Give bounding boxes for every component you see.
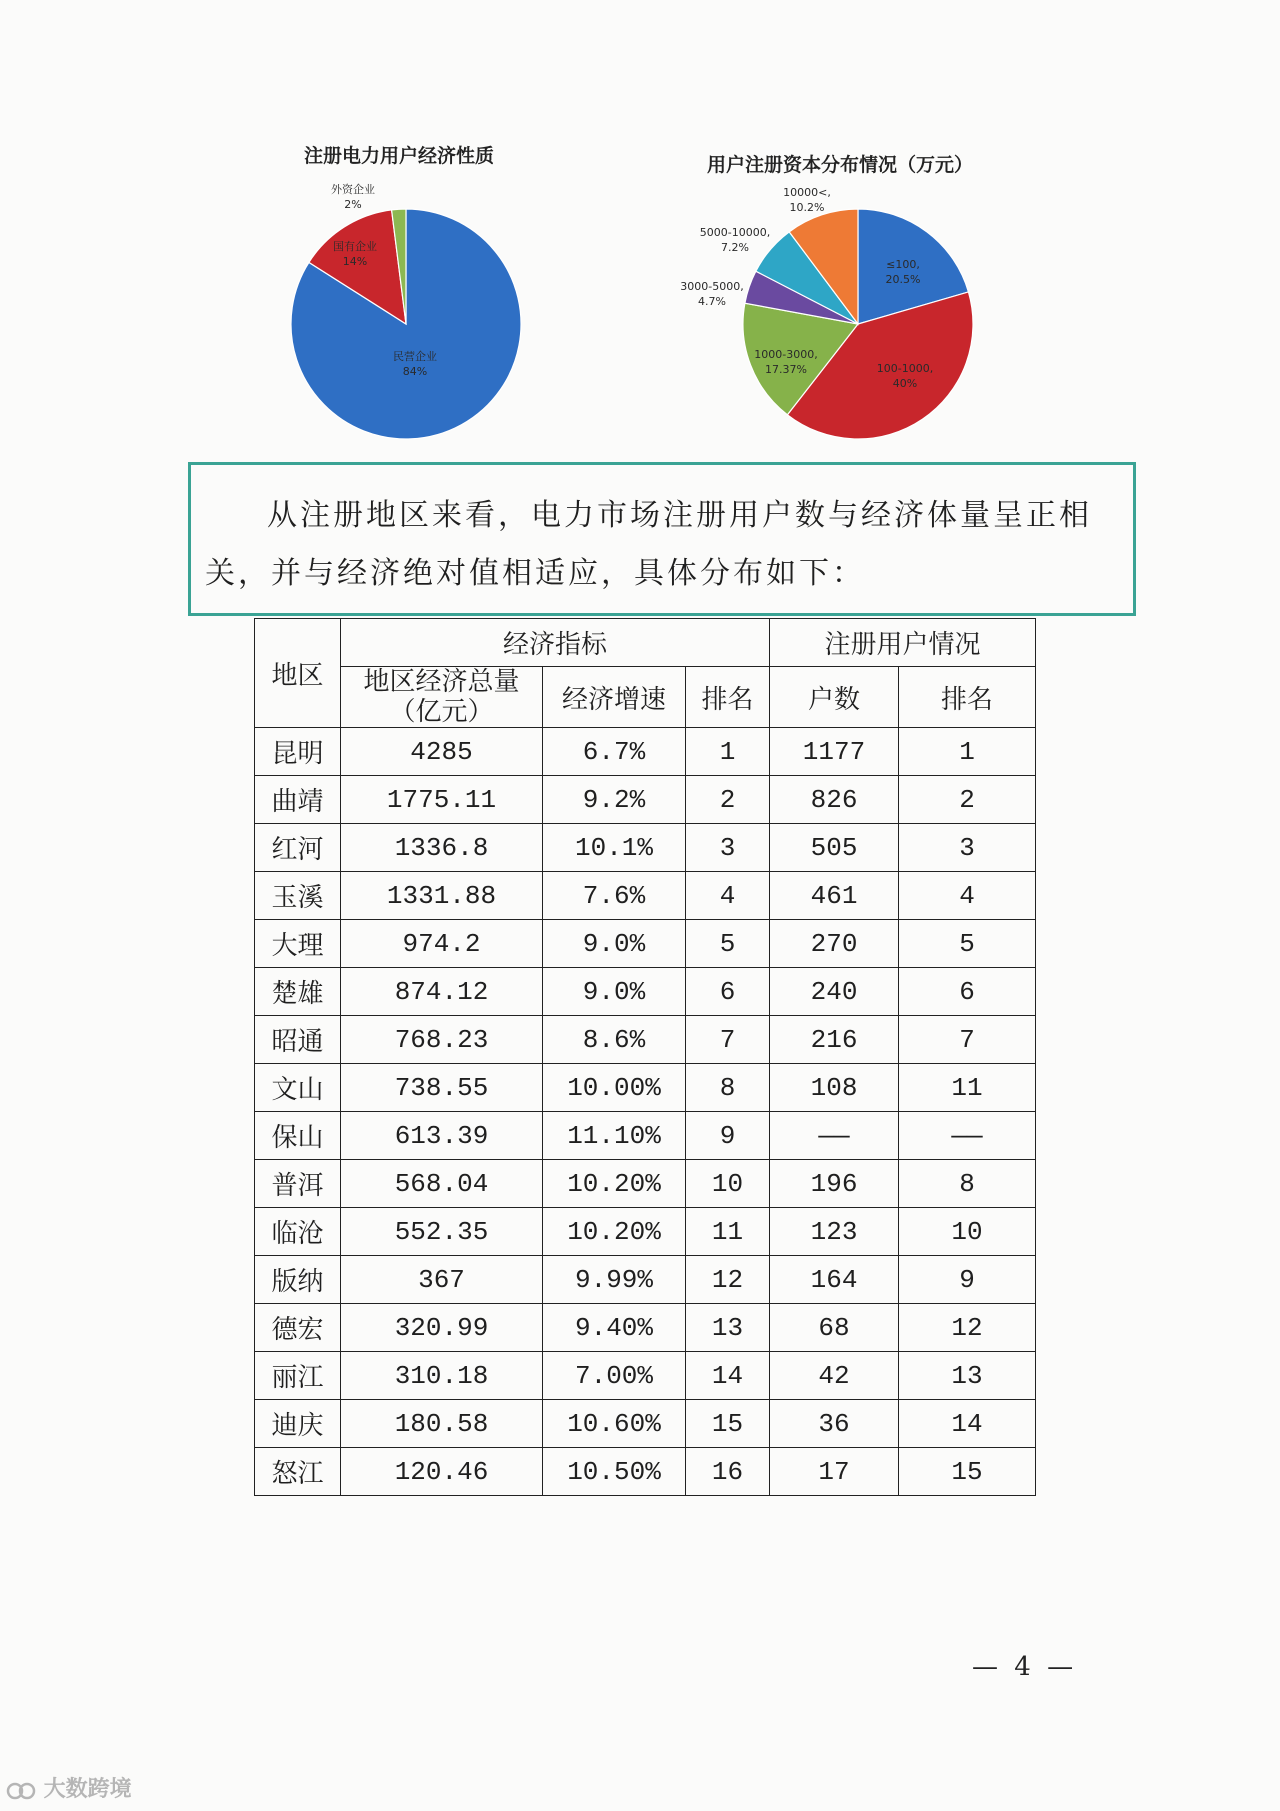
footer-watermark	[6, 1772, 132, 1803]
header-gdp-line2: （亿元）	[389, 697, 494, 727]
header-region: 地区	[255, 619, 341, 728]
cell-region: 保山	[255, 1112, 341, 1160]
cell-region: 昆明	[255, 728, 341, 776]
cell-growth: 9.0%	[543, 920, 686, 968]
cell-growth: 9.2%	[543, 776, 686, 824]
pie2-value-2: 17.37%	[765, 363, 807, 376]
cell-users: 164	[770, 1256, 899, 1304]
cell-rank: 3	[686, 824, 770, 872]
cell-growth: 9.40%	[543, 1304, 686, 1352]
watermark-text: 大数跨境	[43, 1777, 132, 1802]
pie1-label-0: 民营企业	[393, 350, 437, 363]
pie2-label-3: 3000-5000,	[680, 280, 744, 293]
pie2-value-4: 7.2%	[721, 241, 749, 254]
header-econ-rank: 排名	[686, 667, 770, 728]
cell-rank: 14	[686, 1352, 770, 1400]
table-row	[255, 1256, 1036, 1304]
cell-gdp: 1775.11	[341, 776, 543, 824]
cell-users-rank: 15	[899, 1448, 1036, 1496]
pie2-label-5: 10000<,	[783, 186, 831, 199]
table-row	[255, 776, 1036, 824]
cell-region: 昭通	[255, 1016, 341, 1064]
cell-growth: 10.20%	[543, 1208, 686, 1256]
cell-users: 505	[770, 824, 899, 872]
pie1-label-1: 国有企业	[333, 240, 377, 253]
cell-gdp: 613.39	[341, 1112, 543, 1160]
cell-users-rank: 12	[899, 1304, 1036, 1352]
cell-gdp: 367	[341, 1256, 543, 1304]
pie1-label-2: 外资企业	[331, 183, 375, 196]
cell-rank: 13	[686, 1304, 770, 1352]
cell-users-rank: 2	[899, 776, 1036, 824]
cell-region: 曲靖	[255, 776, 341, 824]
pie1-value-2: 2%	[344, 198, 362, 211]
header-econ-group: 经济指标	[341, 619, 770, 667]
cell-users: 42	[770, 1352, 899, 1400]
header-gdp-line1: 地区经济总量	[363, 667, 520, 697]
table-row	[255, 1400, 1036, 1448]
cell-users: 196	[770, 1160, 899, 1208]
watermark-logo-icon	[6, 1779, 36, 1801]
table-row	[255, 872, 1036, 920]
page-number: — 4 —	[972, 1652, 1078, 1682]
cell-gdp: 974.2	[341, 920, 543, 968]
cell-gdp: 874.12	[341, 968, 543, 1016]
cell-rank: 15	[686, 1400, 770, 1448]
cell-growth: 8.6%	[543, 1016, 686, 1064]
intro-text: 从注册地区来看，电力市场注册用户数与经济体量呈正相关，并与经济绝对值相适应，具体分布如下：	[205, 498, 1092, 591]
cell-rank: 5	[686, 920, 770, 968]
cell-users: 123	[770, 1208, 899, 1256]
table-row	[255, 968, 1036, 1016]
pie-charts	[0, 0, 1280, 460]
pie2-label-1: 100-1000,	[876, 362, 934, 375]
cell-growth: 7.6%	[543, 872, 686, 920]
cell-users: 36	[770, 1400, 899, 1448]
intro-box	[188, 462, 1136, 616]
cell-users: 826	[770, 776, 899, 824]
cell-users-rank: 13	[899, 1352, 1036, 1400]
cell-users-rank: 8	[899, 1160, 1036, 1208]
cell-users-rank: 7	[899, 1016, 1036, 1064]
cell-growth: 10.20%	[543, 1160, 686, 1208]
cell-gdp: 180.58	[341, 1400, 543, 1448]
header-users: 户数	[770, 667, 899, 728]
cell-rank: 11	[686, 1208, 770, 1256]
cell-region: 怒江	[255, 1448, 341, 1496]
cell-rank: 7	[686, 1016, 770, 1064]
cell-users: 68	[770, 1304, 899, 1352]
cell-region: 文山	[255, 1064, 341, 1112]
table-row	[255, 1016, 1036, 1064]
header-users-rank: 排名	[899, 667, 1036, 728]
cell-growth: 10.00%	[543, 1064, 686, 1112]
pie2-value-3: 4.7%	[698, 295, 726, 308]
cell-gdp: 320.99	[341, 1304, 543, 1352]
cell-users: 1177	[770, 728, 899, 776]
cell-growth: 7.00%	[543, 1352, 686, 1400]
table-row	[255, 824, 1036, 872]
pie2-value-1: 40%	[892, 377, 918, 390]
cell-users: 216	[770, 1016, 899, 1064]
cell-users-rank: 6	[899, 968, 1036, 1016]
header-growth: 经济增速	[543, 667, 686, 728]
cell-rank: 16	[686, 1448, 770, 1496]
table-row	[255, 920, 1036, 968]
cell-rank: 2	[686, 776, 770, 824]
table-row	[255, 1112, 1036, 1160]
cell-region: 临沧	[255, 1208, 341, 1256]
cell-gdp: 768.23	[341, 1016, 543, 1064]
cell-gdp: 310.18	[341, 1352, 543, 1400]
cell-region: 丽江	[255, 1352, 341, 1400]
cell-users-rank: 9	[899, 1256, 1036, 1304]
pie2-label-2: 1000-3000,	[754, 348, 818, 361]
cell-rank: 12	[686, 1256, 770, 1304]
cell-gdp: 568.04	[341, 1160, 543, 1208]
cell-rank: 9	[686, 1112, 770, 1160]
cell-users-rank: 1	[899, 728, 1036, 776]
cell-growth: 9.0%	[543, 968, 686, 1016]
cell-users: 461	[770, 872, 899, 920]
table-row	[255, 1352, 1036, 1400]
cell-users-rank: 5	[899, 920, 1036, 968]
table-row	[255, 1304, 1036, 1352]
cell-rank: 6	[686, 968, 770, 1016]
cell-users-rank: ——	[899, 1112, 1036, 1160]
pie2-value-5: 10.2%	[789, 201, 825, 214]
cell-users: 240	[770, 968, 899, 1016]
cell-users: 108	[770, 1064, 899, 1112]
cell-rank: 8	[686, 1064, 770, 1112]
cell-gdp: 552.35	[341, 1208, 543, 1256]
pie1-value-0: 84%	[402, 365, 428, 378]
cell-users: ——	[770, 1112, 899, 1160]
pie2-title: 用户注册资本分布情况（万元）	[707, 154, 974, 176]
pie2-label-0: ≤100,	[886, 258, 920, 271]
region-table	[254, 618, 1036, 1496]
cell-users-rank: 10	[899, 1208, 1036, 1256]
cell-users: 270	[770, 920, 899, 968]
cell-gdp: 1331.88	[341, 872, 543, 920]
cell-region: 迪庆	[255, 1400, 341, 1448]
cell-growth: 10.1%	[543, 824, 686, 872]
cell-region: 玉溪	[255, 872, 341, 920]
cell-growth: 6.7%	[543, 728, 686, 776]
cell-growth: 10.50%	[543, 1448, 686, 1496]
cell-users-rank: 11	[899, 1064, 1036, 1112]
header-users-group: 注册用户情况	[770, 619, 1036, 667]
table-row	[255, 728, 1036, 776]
pie1-title: 注册电力用户经济性质	[304, 145, 495, 167]
cell-users-rank: 14	[899, 1400, 1036, 1448]
pie1-value-1: 14%	[342, 255, 368, 268]
cell-rank: 1	[686, 728, 770, 776]
cell-growth: 9.99%	[543, 1256, 686, 1304]
pie2-value-0: 20.5%	[885, 273, 921, 286]
table-row	[255, 1064, 1036, 1112]
cell-rank: 10	[686, 1160, 770, 1208]
pie2-label-4: 5000-10000,	[699, 226, 771, 239]
table-row	[255, 1208, 1036, 1256]
cell-region: 普洱	[255, 1160, 341, 1208]
cell-region: 大理	[255, 920, 341, 968]
cell-region: 楚雄	[255, 968, 341, 1016]
cell-rank: 4	[686, 872, 770, 920]
cell-gdp: 4285	[341, 728, 543, 776]
cell-region: 红河	[255, 824, 341, 872]
cell-gdp: 1336.8	[341, 824, 543, 872]
table-row	[255, 1160, 1036, 1208]
header-gdp	[341, 667, 543, 728]
cell-users-rank: 3	[899, 824, 1036, 872]
cell-growth: 11.10%	[543, 1112, 686, 1160]
cell-gdp: 120.46	[341, 1448, 543, 1496]
cell-region: 版纳	[255, 1256, 341, 1304]
cell-users-rank: 4	[899, 872, 1036, 920]
cell-users: 17	[770, 1448, 899, 1496]
cell-gdp: 738.55	[341, 1064, 543, 1112]
cell-region: 德宏	[255, 1304, 341, 1352]
table-body	[255, 728, 1036, 1496]
table-row	[255, 1448, 1036, 1496]
cell-growth: 10.60%	[543, 1400, 686, 1448]
